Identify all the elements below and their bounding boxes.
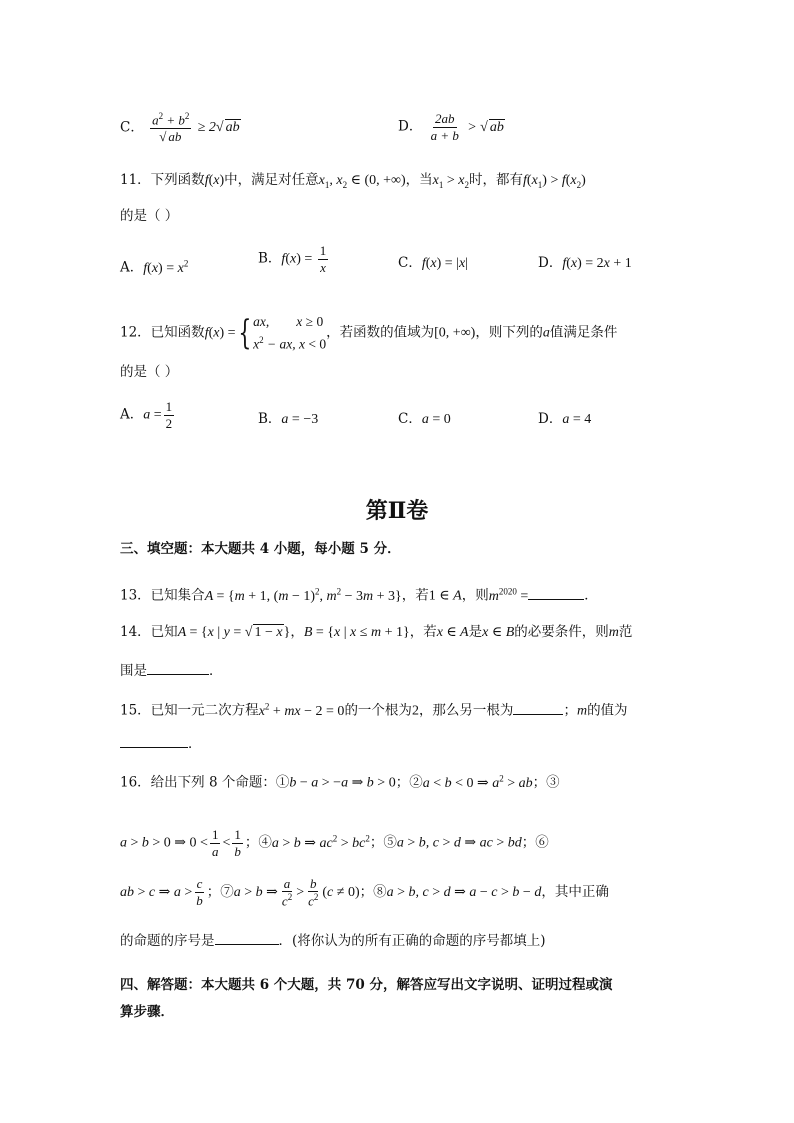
text: 值满足条件 bbox=[549, 324, 618, 341]
question-15: 15．已知一元二次方程$x^2$ + mx − 2 = 0的一个根为2，那么另一根为 ；m的值为 bbox=[120, 701, 628, 719]
text: ． bbox=[188, 736, 202, 752]
question-11-line2: 的是（ ） bbox=[120, 208, 179, 224]
text: ，其中正确 bbox=[541, 884, 609, 900]
answer-blank[interactable] bbox=[215, 930, 279, 945]
section-title: 第Ⅱ卷 bbox=[365, 498, 429, 524]
question-14-line2 bbox=[120, 660, 223, 681]
formula-fraction: $\frac{1}{2}$ bbox=[165, 399, 173, 431]
text: ． bbox=[584, 587, 598, 604]
question-12-line2: 的是（ ） bbox=[120, 364, 179, 380]
formula-fraction: $\frac{1}{a}$ bbox=[211, 827, 219, 859]
answer-blank[interactable] bbox=[513, 700, 563, 715]
text: 16．给出下列 8 个命题： bbox=[120, 774, 276, 791]
formula-fraction: $\frac{1}{x}$ bbox=[319, 243, 327, 275]
question-11: 11．下列函数f(x)中，满足对任意$x_1$, $x_2$ ∈ (0, +∞)，当$x_1 > x_2$时，都有$f(x_1) > f(x_2)$ bbox=[120, 172, 586, 190]
q12-option-b: B．a = −3 bbox=[258, 411, 319, 427]
option-label: A． bbox=[120, 406, 144, 423]
text: 是 bbox=[468, 624, 483, 640]
option-label: D． bbox=[538, 255, 563, 271]
answer-blank[interactable] bbox=[528, 585, 584, 600]
text: ，若 bbox=[409, 624, 437, 640]
text: 时，都有 bbox=[469, 172, 523, 188]
q10-option-c: C． $\frac{a^2 + b^2}{√ ab}$ ≥ 2√ ab bbox=[120, 111, 240, 144]
text: 11．下列函数 bbox=[120, 172, 205, 188]
formula-fraction: $\frac{1}{b}$ bbox=[234, 827, 241, 859]
text: 的必要条件，则 bbox=[514, 624, 609, 640]
q11-option-d: D．f(x) = 2x + 1 bbox=[538, 255, 632, 271]
option-label: B． bbox=[258, 250, 282, 267]
q11-option-c: C．f(x) = |x| bbox=[398, 255, 469, 271]
question-13: 13．已知集合A = {m + 1, $(m - 1)^2$, $m^2 - 3m + 3$}，若1 ∈ A，则$m^{2020}$ = ． bbox=[120, 586, 598, 604]
text: ，则下列的 bbox=[475, 324, 543, 341]
text: ，则 bbox=[461, 587, 489, 604]
text: 的值为 bbox=[587, 702, 628, 719]
q10-option-d: D． $\frac{2ab}{a + b}$ > √ ab bbox=[398, 111, 504, 143]
answer-blank[interactable] bbox=[120, 733, 188, 748]
text: 14．已知 bbox=[120, 624, 178, 640]
text: ，那么另一根为 bbox=[418, 702, 514, 719]
text: 的命题的序号是 bbox=[120, 933, 215, 949]
question-16-line2: a > b > 0 ⇒ 0 < $\frac{1}{a}$ < $\frac{1}{b}$ ；④a > b ⇒ $ac^2 > bc^2$；⑤a > b, c > d ⇒ ac > bd；⑥ bbox=[120, 827, 549, 859]
formula-fraction: $\frac{c}{b}$ bbox=[196, 876, 203, 908]
option-label: B． bbox=[258, 411, 282, 427]
section-4-heading: 四、解答题：本大题共 6 个大题，共 70 分，解答应写出文字说明、证明过程或演 bbox=[120, 977, 613, 993]
text: 范 bbox=[618, 624, 633, 640]
option-label: D． bbox=[398, 118, 423, 135]
question-14: 14．已知A = {x | y = √ 1 − x}，B = {x | x ≤ m + 1}，若x ∈ A是x ∈ B的必要条件，则m范 bbox=[120, 624, 633, 640]
answer-blank[interactable] bbox=[147, 660, 209, 675]
formula-fraction: $\frac{2ab}{a + b}$ bbox=[430, 111, 459, 143]
text: 围是 bbox=[120, 663, 147, 679]
text: ． bbox=[209, 663, 223, 679]
brace-icon: { bbox=[237, 312, 251, 353]
option-label: C． bbox=[398, 411, 422, 427]
question-15-line2 bbox=[120, 733, 202, 754]
text: 的一个根为 bbox=[344, 702, 412, 719]
text: 15．已知一元二次方程 bbox=[120, 702, 259, 719]
question-16-line4 bbox=[120, 930, 546, 951]
option-label: C． bbox=[398, 255, 422, 271]
text: 12．已知函数 bbox=[120, 324, 205, 341]
option-label: A． bbox=[120, 259, 144, 276]
text: ，当 bbox=[405, 172, 433, 188]
q11-option-b: B．f(x) = $\frac{1}{x}$ bbox=[258, 243, 327, 275]
formula-fraction: $\frac{b}{c^2}$ bbox=[308, 875, 319, 909]
question-12: 12．已知函数f(x) ={ ax, x ≥ 0 $x^2$ − ax, x < 0 ，若函数的值域为[0, +∞)，则下列的a值满足条件 bbox=[120, 312, 618, 353]
option-label: C． bbox=[120, 119, 144, 136]
text: 中，满足对任意 bbox=[224, 172, 319, 188]
q12-option-a: A．a = $\frac{1}{2}$ bbox=[120, 399, 173, 431]
q12-option-c: C．a = 0 bbox=[398, 411, 451, 427]
text: ，若 bbox=[401, 587, 429, 604]
text: ．(将你认为的所有正确的命题的序号都填上) bbox=[278, 933, 546, 949]
text: 13．已知集合 bbox=[120, 587, 205, 604]
q12-option-d: D．a = 4 bbox=[538, 411, 592, 427]
section-3-heading: 三、填空题：本大题共 4 小题，每小题 5 分． bbox=[120, 541, 401, 557]
question-16: 16．给出下列 8 个命题：①b − a > −a ⇒ b > 0；②a < b < 0 ⇒ $a^2$ > ab；③ bbox=[120, 773, 560, 791]
formula-fraction: $\frac{a}{c^2}$ bbox=[281, 875, 293, 909]
section-4-heading-line2: 算步骤． bbox=[120, 1004, 174, 1020]
formula-fraction: $\frac{a^2 + b^2}{√ ab}$ bbox=[152, 111, 190, 144]
text: ，若函数的值域为 bbox=[326, 324, 435, 341]
text: ； bbox=[563, 702, 577, 719]
option-label: D． bbox=[538, 411, 563, 427]
q11-option-a: A．$f(x) = x^2$ bbox=[120, 258, 189, 276]
question-16-line3: ab > c ⇒ a > $\frac{c}{b}$ ；⑦a > b ⇒ $\frac{a}{c^2}$ > $\frac{b}{c^2}$ (c ≠ 0)；⑧a > b, c > d ⇒ a − c > b − d，其中正确 bbox=[120, 875, 609, 909]
piecewise-cases: ax, x ≥ 0 $x^2$ − ax, x < 0 bbox=[253, 314, 327, 352]
